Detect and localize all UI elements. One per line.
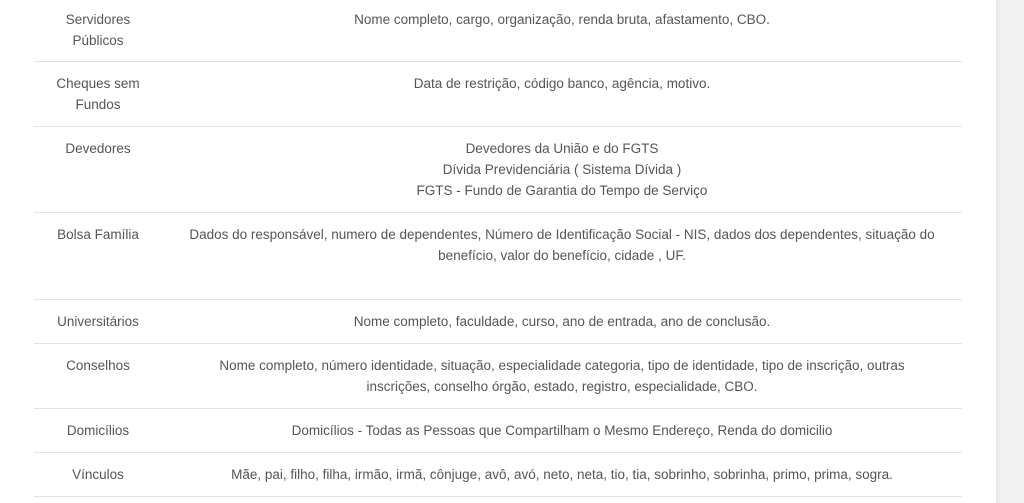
row-category (34, 452, 162, 496)
row-description (162, 126, 962, 212)
description-line: Devedores da União e do FGTS (465, 140, 659, 156)
description-text: Domicílios - Todas as Pessoas que Compartilham o Mesmo Endereço, Renda do domicilio (291, 422, 833, 438)
category-label: Vínculos (72, 466, 124, 482)
description-line: FGTS - Fundo de Garantia do Tempo de Serviço (416, 182, 708, 198)
description-text: Mãe, pai, filho, filha, irmão, irmã, cônjuge, avô, avó, neto, neta, tio, tia, sobrinho, sobrinha, primo, prima, sogra. (231, 466, 893, 482)
description-line: Dívida Previdenciária ( Sistema Dívida ) (442, 161, 682, 177)
row-description (162, 212, 962, 299)
description-text: Nome completo, número identidade, situação, especialidade categoria, tipo de identidade, tipo de inscrição, outras inscrições, conselho órgão, estado, registro, especialidade, CBO. (219, 357, 905, 394)
category-label: Bolsa Família (57, 226, 139, 242)
category-label: Cheques sem Fundos (56, 75, 140, 112)
category-label: Universitários (57, 313, 139, 329)
category-label: Servidores Públicos (65, 12, 131, 48)
table-row (34, 343, 962, 408)
category-label: Conselhos (66, 357, 130, 373)
description-text: Dados do responsável, numero de dependentes, Número de Identificação Social - NIS, dados dos dependentes, situação do benefício, valor do benefício, cidade , UF. (189, 226, 935, 263)
description-text: Nome completo, faculdade, curso, ano de entrada, ano de conclusão. (353, 313, 771, 329)
table-row (34, 61, 962, 126)
row-category (34, 408, 162, 452)
row-category (34, 0, 162, 61)
category-label: Domicílios (66, 422, 130, 438)
row-description (162, 61, 962, 126)
row-category (34, 299, 162, 343)
category-label: Devedores (65, 140, 131, 156)
row-description (162, 299, 962, 343)
row-category (34, 212, 162, 299)
row-description (162, 343, 962, 408)
row-description (162, 0, 962, 61)
row-category (34, 126, 162, 212)
row-description (162, 452, 962, 496)
table-row (34, 126, 962, 212)
table-row (34, 212, 962, 299)
table-row (34, 299, 962, 343)
table-row (34, 452, 962, 496)
row-category (34, 61, 162, 126)
data-coverage-table (34, 0, 962, 497)
table-row (34, 408, 962, 452)
row-category (34, 343, 162, 408)
table-row (34, 0, 962, 61)
row-description (162, 408, 962, 452)
description-text: Data de restrição, código banco, agência, motivo. (413, 75, 711, 91)
description-text: Nome completo, cargo, organização, renda bruta, afastamento, CBO. (354, 12, 770, 27)
